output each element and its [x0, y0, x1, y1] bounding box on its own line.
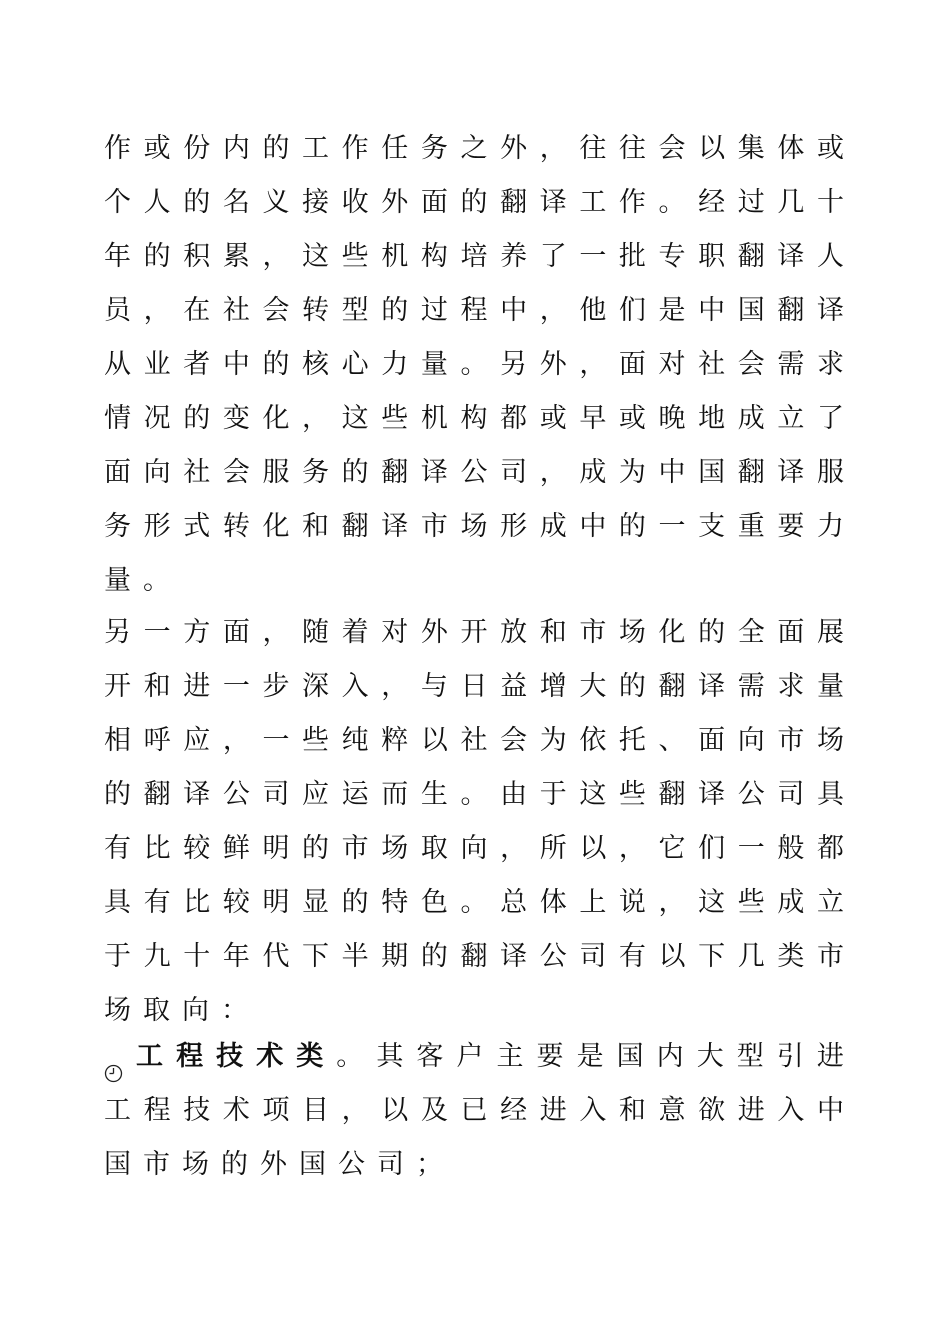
paragraph-1	[104, 122, 844, 608]
text-line: 面 向 社 会 服 务 的 翻 译 公 司 ， 成 为 中 国 翻 译 服	[104, 457, 844, 488]
text-line: 务 形 式 转 化 和 翻 译 市 场 形 成 中 的 一 支 重 要 力	[104, 511, 844, 542]
text-line: 个 人 的 名 义 接 收 外 面 的 翻 译 工 作 。 经 过 几 十	[104, 187, 844, 218]
text-line: 员 ， 在 社 会 转 型 的 过 程 中 ， 他 们 是 中 国 翻 译	[104, 295, 844, 326]
text-line: 另 一 方 面 ， 随 着 对 外 开 放 和 市 场 化 的 全 面 展	[104, 617, 844, 648]
text-line: 开 和 进 一 步 深 入 ， 与 日 益 增 大 的 翻 译 需 求 量	[104, 671, 844, 702]
text-line: 具 有 比 较 明 显 的 特 色 。 总 体 上 说 ， 这 些 成 立	[104, 887, 844, 918]
text-line: 的 翻 译 公 司 应 运 而 生 。 由 于 这 些 翻 译 公 司 具	[104, 779, 844, 810]
text-line: 情 况 的 变 化 ， 这 些 机 构 都 或 早 或 晚 地 成 立 了	[104, 403, 844, 434]
list-item-first-line: 工 程 技 术 类 。 其 客 户 主 要 是 国 内 大 型 引 进	[104, 1030, 844, 1084]
text-line: 于 九 十 年 代 下 半 期 的 翻 译 公 司 有 以 下 几 类 市	[104, 941, 844, 972]
text-line: 工 程 技 术 项 目 ， 以 及 已 经 进 入 和 意 欲 进 入 中	[104, 1095, 844, 1126]
text-line: 国 市 场 的 外 国 公 司 ；	[104, 1149, 443, 1180]
list-item-engineering	[104, 1030, 844, 1192]
text-line: 年 的 积 累 ， 这 些 机 构 培 养 了 一 批 专 职 翻 译 人	[104, 241, 844, 272]
text-line: 从 业 者 中 的 核 心 力 量 。 另 外 ， 面 对 社 会 需 求	[104, 349, 844, 380]
clock-icon	[104, 1048, 123, 1067]
text-line: 作 或 份 内 的 工 作 任 务 之 外 ， 往 往 会 以 集 体 或	[104, 133, 844, 164]
text-line: 相 呼 应 ， 一 些 纯 粹 以 社 会 为 依 托 、 面 向 市 场	[104, 725, 844, 756]
text-line: 场 取 向 ：	[104, 995, 248, 1026]
text-line: 有 比 较 鲜 明 的 市 场 取 向 ， 所 以 ， 它 们 一 般 都	[104, 833, 844, 864]
text-line: 量 。	[104, 565, 170, 596]
paragraph-2	[104, 606, 844, 1038]
